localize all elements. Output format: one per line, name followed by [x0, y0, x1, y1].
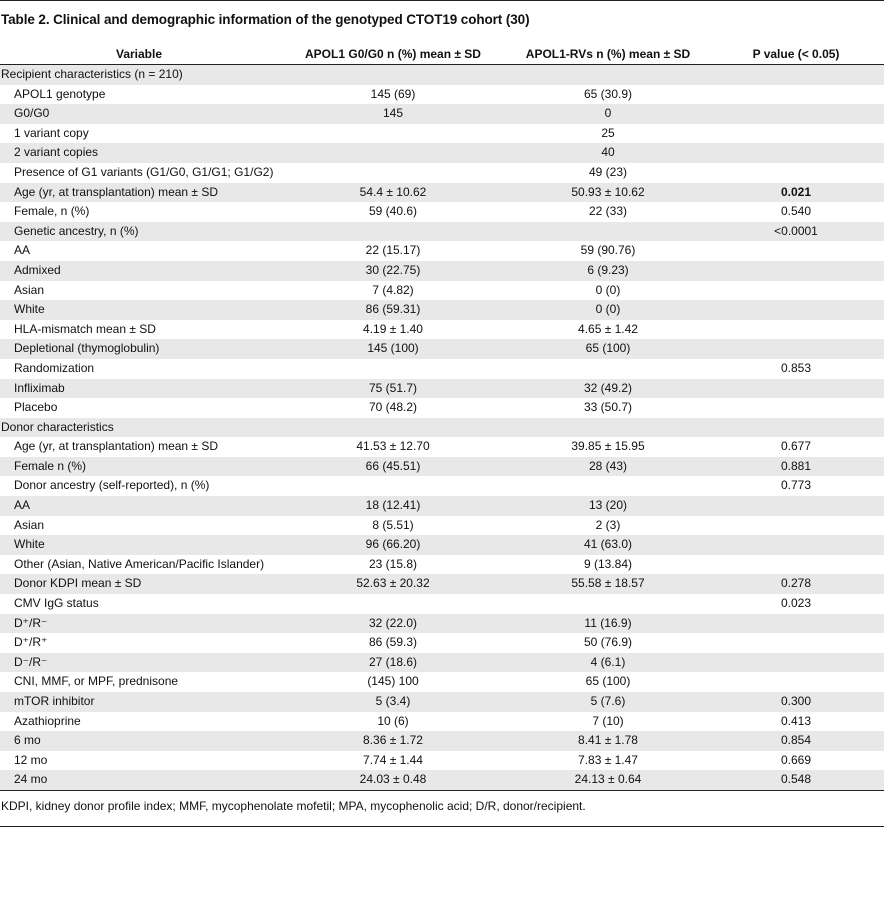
cell-variable: Female n (%) [0, 457, 278, 477]
cell-rvs: 11 (16.9) [508, 614, 708, 634]
cell-pvalue [708, 143, 884, 163]
table-row [0, 457, 884, 477]
cell-rvs: 40 [508, 143, 708, 163]
cell-pvalue [708, 633, 884, 653]
cell-g0g0: 86 (59.3) [368, 635, 418, 650]
cell-pvalue [708, 672, 884, 692]
cell-pvalue: 0.773 [780, 478, 812, 493]
cell-g0g0: 145 (100) [278, 339, 508, 359]
cell-variable: Azathioprine [14, 713, 81, 728]
cell-pvalue [708, 104, 884, 124]
cell-variable: Presence of G1 variants (G1/G0, G1/G1; G1/G2) [14, 164, 274, 179]
cell-g0g0 [278, 65, 508, 85]
cell-g0g0 [278, 359, 508, 379]
table-row [0, 359, 884, 379]
table-row [0, 476, 884, 496]
cell-rvs: 33 (50.7) [583, 400, 633, 415]
cell-variable: APOL1 genotype [14, 86, 106, 101]
cell-pvalue [708, 379, 884, 399]
table-title: Table 2. Clinical and demographic information of the genotyped CTOT19 cohort (30) [1, 12, 530, 27]
cell-rvs: 2 (3) [595, 517, 621, 532]
cell-g0g0: 10 (6) [377, 713, 409, 728]
cell-pvalue: 0.853 [780, 360, 812, 375]
cell-variable: Female, n (%) [14, 204, 90, 219]
section-row [0, 65, 884, 85]
header-g0g0: APOL1 G0/G0 n (%) mean ± SD [278, 44, 508, 65]
table-row [0, 241, 884, 261]
cell-g0g0: 59 (40.6) [368, 204, 418, 219]
cell-g0g0: 8.36 ± 1.72 [278, 731, 508, 751]
cell-variable: Recipient characteristics (n = 210) [0, 65, 278, 85]
cell-g0g0 [278, 222, 508, 242]
cell-variable: HLA-mismatch mean ± SD [14, 321, 156, 336]
table-row [0, 653, 884, 673]
cell-pvalue: 0.881 [708, 457, 884, 477]
table-row [0, 731, 884, 751]
table-row [0, 379, 884, 399]
cell-pvalue [708, 281, 884, 301]
cell-rvs: 25 [601, 125, 615, 140]
cell-g0g0: 32 (22.0) [278, 614, 508, 634]
cell-rvs: 13 (20) [508, 496, 708, 516]
cell-g0g0: 52.63 ± 20.32 [278, 574, 508, 594]
cell-g0g0: 18 (12.41) [278, 496, 508, 516]
cell-variable: Other (Asian, Native American/Pacific Islander) [14, 556, 265, 571]
cell-pvalue [708, 261, 884, 281]
cell-pvalue: 0.413 [780, 713, 812, 728]
table-row [0, 261, 884, 281]
cell-variable: CMV IgG status [14, 596, 99, 611]
cell-pvalue: 0.023 [780, 596, 812, 611]
cell-g0g0: 66 (45.51) [278, 457, 508, 477]
cell-rvs [508, 418, 708, 438]
cell-variable: Donor ancestry (self-reported), n (%) [14, 478, 210, 493]
cell-rvs: 4.65 ± 1.42 [578, 321, 638, 336]
table-row [0, 339, 884, 359]
cell-g0g0: 41.53 ± 12.70 [356, 439, 430, 454]
clinical-table [0, 44, 884, 791]
header-pvalue: P value (< 0.05) [708, 44, 884, 65]
cell-g0g0: 8 (5.51) [372, 517, 414, 532]
cell-g0g0: 4.19 ± 1.40 [363, 321, 423, 336]
table-row [0, 398, 884, 418]
table-row [0, 300, 884, 320]
cell-rvs: 59 (90.76) [580, 243, 636, 258]
cell-variable: CNI, MMF, or MPF, prednisone [14, 674, 179, 689]
cell-variable: G0/G0 [0, 104, 278, 124]
cell-rvs: 9 (13.84) [583, 556, 633, 571]
cell-g0g0: 7.74 ± 1.44 [363, 752, 423, 767]
cell-rvs: 41 (63.0) [508, 535, 708, 555]
cell-variable: D⁺/R⁻ [0, 614, 278, 634]
cell-rvs: 22 (33) [588, 204, 628, 219]
table-row [0, 104, 884, 124]
table-row [0, 770, 884, 790]
table-row [0, 516, 884, 536]
cell-g0g0: 75 (51.7) [278, 379, 508, 399]
bottom-rule [0, 826, 884, 827]
table-row [0, 535, 884, 555]
header-variable: Variable [0, 44, 278, 65]
cell-pvalue [708, 339, 884, 359]
cell-g0g0: 145 [278, 104, 508, 124]
cell-variable: mTOR inhibitor [0, 692, 278, 712]
cell-pvalue [708, 516, 884, 536]
cell-variable: 6 mo [0, 731, 278, 751]
table-row [0, 555, 884, 575]
table-row [0, 574, 884, 594]
cell-rvs: 0 (0) [595, 282, 621, 297]
cell-g0g0 [278, 476, 508, 496]
cell-rvs: 32 (49.2) [508, 379, 708, 399]
cell-rvs: 8.41 ± 1.78 [508, 731, 708, 751]
cell-variable: Asian [14, 282, 45, 297]
table-row [0, 320, 884, 340]
table-row [0, 437, 884, 457]
cell-pvalue [708, 320, 884, 340]
cell-pvalue [708, 124, 884, 144]
table-row [0, 281, 884, 301]
cell-rvs: 65 (30.9) [583, 86, 633, 101]
cell-pvalue: 0.669 [780, 752, 812, 767]
cell-variable: D⁻/R⁻ [0, 653, 278, 673]
cell-g0g0: 23 (15.8) [368, 556, 418, 571]
cell-variable: Genetic ancestry, n (%) [0, 222, 278, 242]
cell-pvalue: 0.548 [708, 770, 884, 790]
cell-pvalue [708, 85, 884, 105]
cell-variable: White [0, 535, 278, 555]
cell-g0g0: 96 (66.20) [278, 535, 508, 555]
cell-rvs [508, 594, 708, 614]
cell-rvs: 4 (6.1) [508, 653, 708, 673]
table-row [0, 712, 884, 732]
section-row [0, 418, 884, 438]
table-row [0, 222, 884, 242]
cell-variable: Placebo [14, 400, 58, 415]
cell-pvalue [708, 555, 884, 575]
cell-g0g0 [278, 594, 508, 614]
cell-g0g0: 7 (4.82) [372, 282, 414, 297]
cell-pvalue [708, 614, 884, 634]
cell-rvs [508, 222, 708, 242]
cell-g0g0: 5 (3.4) [278, 692, 508, 712]
table-row [0, 124, 884, 144]
cell-variable: Depletional (thymoglobulin) [0, 339, 278, 359]
cell-pvalue: 0.278 [708, 574, 884, 594]
cell-pvalue [708, 535, 884, 555]
table-row [0, 85, 884, 105]
cell-rvs: 28 (43) [508, 457, 708, 477]
cell-g0g0: 70 (48.2) [368, 400, 418, 415]
cell-variable: Age (yr, at transplantation) mean ± SD [0, 183, 278, 203]
cell-rvs [508, 476, 708, 496]
cell-pvalue [708, 653, 884, 673]
cell-pvalue: 0.540 [780, 204, 812, 219]
table-row [0, 163, 884, 183]
cell-rvs: 39.85 ± 15.95 [571, 439, 645, 454]
cell-g0g0: 54.4 ± 10.62 [278, 183, 508, 203]
cell-g0g0 [278, 163, 508, 183]
cell-variable: Randomization [14, 360, 95, 375]
cell-g0g0: 145 (69) [370, 86, 416, 101]
cell-rvs [508, 65, 708, 85]
cell-g0g0: 27 (18.6) [278, 653, 508, 673]
cell-g0g0 [278, 418, 508, 438]
cell-pvalue: 0.021 [708, 183, 884, 203]
table-row [0, 692, 884, 712]
cell-variable: Admixed [0, 261, 278, 281]
cell-rvs: 7 (10) [592, 713, 624, 728]
cell-g0g0 [278, 124, 508, 144]
cell-variable: Donor KDPI mean ± SD [0, 574, 278, 594]
cell-g0g0: 24.03 ± 0.48 [278, 770, 508, 790]
cell-variable: White [0, 300, 278, 320]
cell-g0g0 [278, 143, 508, 163]
cell-variable: Asian [14, 517, 45, 532]
cell-rvs: 49 (23) [588, 164, 628, 179]
cell-variable: AA [0, 496, 278, 516]
cell-variable: 1 variant copy [14, 125, 89, 140]
cell-pvalue: 0.677 [780, 439, 812, 454]
table-row [0, 672, 884, 692]
cell-pvalue [708, 398, 884, 418]
cell-pvalue: 0.300 [708, 692, 884, 712]
cell-rvs: 7.83 ± 1.47 [578, 752, 638, 767]
cell-variable: 24 mo [0, 770, 278, 790]
cell-variable: 12 mo [14, 752, 48, 767]
table-row [0, 496, 884, 516]
header-row [0, 44, 884, 65]
cell-pvalue: 0.854 [708, 731, 884, 751]
cell-variable: Donor characteristics [0, 418, 278, 438]
cell-rvs: 0 [508, 104, 708, 124]
table-row [0, 183, 884, 203]
cell-rvs: 24.13 ± 0.64 [508, 770, 708, 790]
cell-rvs: 0 (0) [508, 300, 708, 320]
cell-rvs [508, 359, 708, 379]
cell-g0g0: (145) 100 [367, 674, 419, 689]
cell-variable: 2 variant copies [0, 143, 278, 163]
cell-g0g0: 22 (15.17) [365, 243, 421, 258]
cell-pvalue [708, 300, 884, 320]
cell-pvalue: <0.0001 [708, 222, 884, 242]
cell-pvalue [708, 163, 884, 183]
cell-rvs: 50.93 ± 10.62 [508, 183, 708, 203]
cell-variable: Age (yr, at transplantation) mean ± SD [14, 439, 219, 454]
table-row [0, 614, 884, 634]
cell-pvalue [708, 65, 884, 85]
table-row [0, 202, 884, 222]
cell-pvalue [708, 496, 884, 516]
header-rvs: APOL1-RVs n (%) mean ± SD [508, 44, 708, 65]
cell-rvs: 65 (100) [585, 674, 631, 689]
cell-pvalue [708, 418, 884, 438]
cell-rvs: 5 (7.6) [508, 692, 708, 712]
cell-pvalue [708, 241, 884, 261]
cell-rvs: 6 (9.23) [508, 261, 708, 281]
cell-variable: AA [14, 243, 31, 258]
table-row [0, 633, 884, 653]
cell-rvs: 50 (76.9) [583, 635, 633, 650]
table-row [0, 594, 884, 614]
cell-rvs: 65 (100) [508, 339, 708, 359]
table-row [0, 143, 884, 163]
cell-variable: D⁺/R⁺ [14, 635, 48, 650]
top-rule [0, 0, 884, 1]
table-row [0, 751, 884, 771]
cell-g0g0: 86 (59.31) [278, 300, 508, 320]
cell-rvs: 55.58 ± 18.57 [508, 574, 708, 594]
cell-g0g0: 30 (22.75) [278, 261, 508, 281]
table-body [0, 65, 884, 791]
table-footnote: KDPI, kidney donor profile index; MMF, mycophenolate mofetil; MPA, mycophenolic acid; D/R, donor/recipient. [1, 799, 586, 813]
cell-variable: Infliximab [0, 379, 278, 399]
